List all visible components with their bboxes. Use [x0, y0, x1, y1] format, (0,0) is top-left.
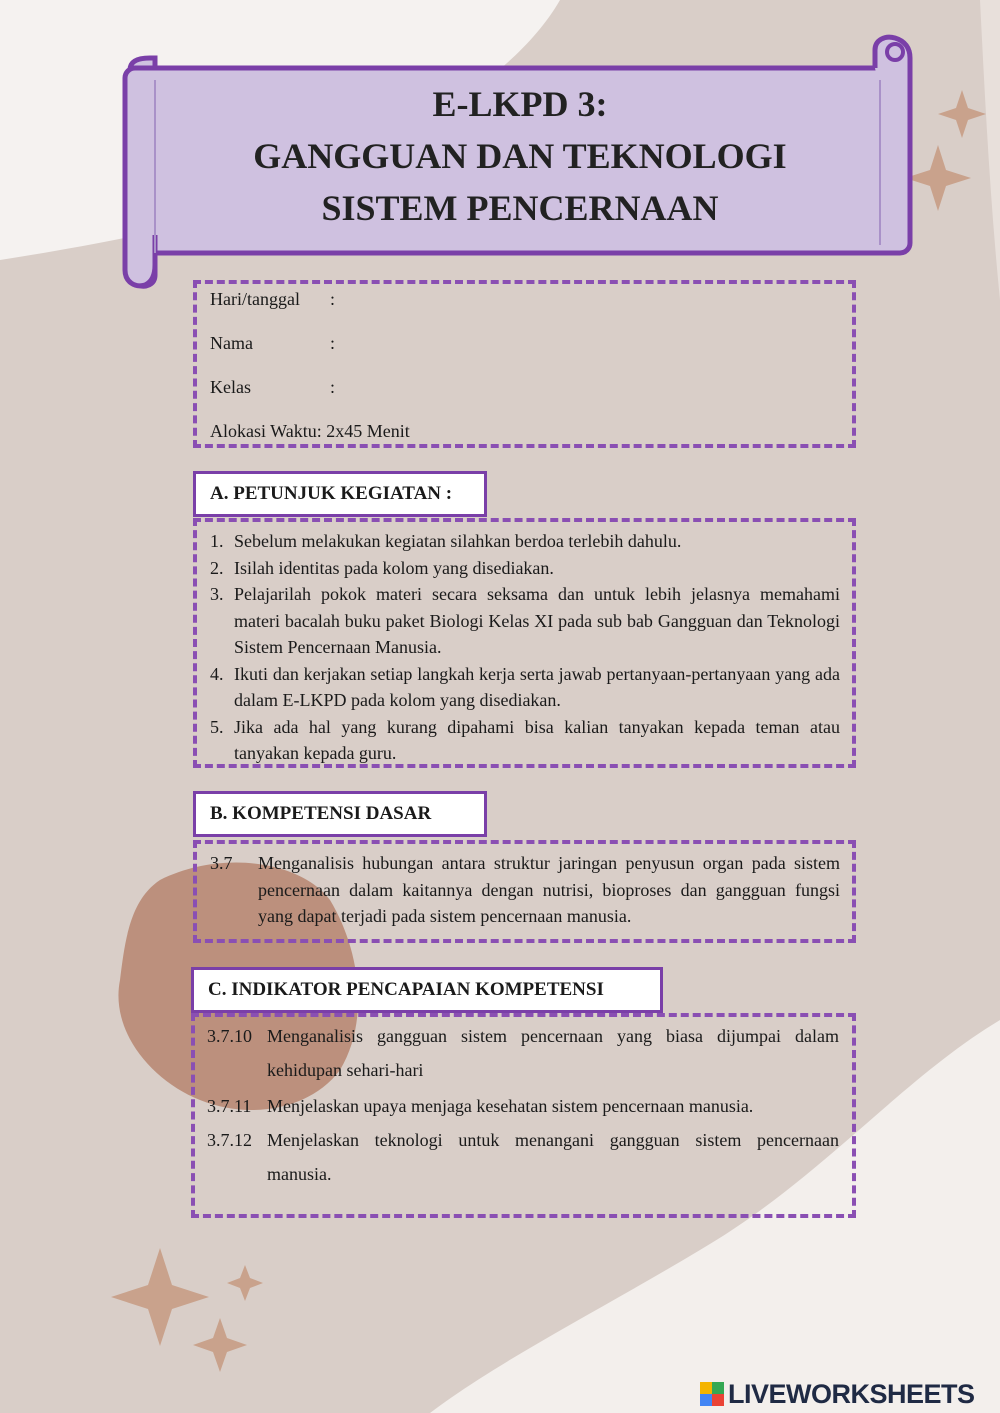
list-text: Isilah identitas pada kolom yang disediakan. — [234, 557, 554, 578]
list-number: 4. — [210, 663, 224, 684]
identity-separator: : — [330, 289, 336, 309]
indicator-text: Menjelaskan teknologi untuk menangani gangguan sistem pencernaan manusia. — [267, 1130, 839, 1184]
indicator-number: 3.7.12 — [207, 1130, 252, 1150]
identity-separator: : — [330, 377, 336, 397]
logo-text: LIVEWORKSHEETS — [728, 1378, 975, 1409]
section-a-heading: A. PETUNJUK KEGIATAN : — [193, 471, 487, 517]
list-text: Pelajarilah pokok materi secara seksama dan untuk lebih jelasnya memahami materi bacalah buku paket Biologi Kelas XI pada sub bab Gangguan dan Teknologi Sistem Pencernaan Manusia. — [234, 584, 840, 657]
identity-label: Kelas — [210, 377, 251, 397]
identity-label: Alokasi Waktu: 2x45 Menit — [210, 421, 410, 441]
section-b-heading: B. KOMPETENSI DASAR — [193, 791, 487, 837]
identity-separator: : — [330, 333, 336, 353]
list-text: Ikuti dan kerjakan setiap langkah kerja serta jawab pertanyaan-pertanyaan yang ada dalam E-LKPD pada kolom yang disediakan. — [234, 663, 840, 710]
list-number: 2. — [210, 557, 224, 578]
indicator-item — [207, 1019, 839, 1087]
list-item — [210, 555, 840, 582]
indicator-number: 3.7.10 — [207, 1026, 252, 1046]
title-line: GANGGUAN DAN TEKNOLOGI — [253, 136, 787, 176]
page-title — [170, 78, 870, 234]
logo-icon — [700, 1382, 724, 1406]
indicator-item — [207, 1123, 839, 1191]
indicator-item — [207, 1089, 839, 1123]
star-icon — [111, 1248, 263, 1372]
list-number: 1. — [210, 531, 224, 551]
identity-label: Hari/tanggal — [210, 289, 300, 309]
list-item — [210, 581, 840, 661]
list-text: Jika ada hal yang kurang dipahami bisa kalian tanyakan kepada teman atau tanyakan kepada guru. — [234, 716, 840, 763]
identity-row-class — [210, 377, 335, 398]
indicator-text: Menjelaskan upaya menjaga kesehatan sistem pencernaan manusia. — [267, 1096, 754, 1116]
title-line: SISTEM PENCERNAAN — [321, 188, 719, 228]
title-line: E-LKPD 3: — [432, 84, 608, 124]
identity-row-name — [210, 333, 335, 354]
list-number: 5. — [210, 716, 224, 737]
section-c-heading: C. INDIKATOR PENCAPAIAN KOMPETENSI — [191, 967, 663, 1013]
competency-item — [210, 850, 840, 930]
liveworksheets-logo — [700, 1376, 990, 1412]
list-item — [210, 528, 840, 555]
identity-label: Nama — [210, 333, 253, 353]
indicator-number: 3.7.11 — [207, 1096, 252, 1116]
indicator-text: Menganalisis gangguan sistem pencernaan yang biasa dijumpai dalam kehidupan sehari-hari — [267, 1026, 839, 1080]
instruction-list — [210, 528, 840, 767]
list-text: Sebelum melakukan kegiatan silahkan berdoa terlebih dahulu. — [234, 531, 682, 551]
competency-number: 3.7 — [210, 853, 233, 873]
identity-row-time — [210, 421, 410, 442]
list-number: 3. — [210, 584, 224, 604]
list-item — [210, 714, 840, 767]
identity-row-date — [210, 289, 335, 310]
list-item — [210, 661, 840, 714]
competency-text: Menganalisis hubungan antara struktur jaringan penyusun organ pada sistem pencernaan dalam kaitannya dengan nutrisi, bioproses dan gangguan fungsi yang dapat terjadi pada sistem pencernaan manusia. — [258, 853, 840, 926]
